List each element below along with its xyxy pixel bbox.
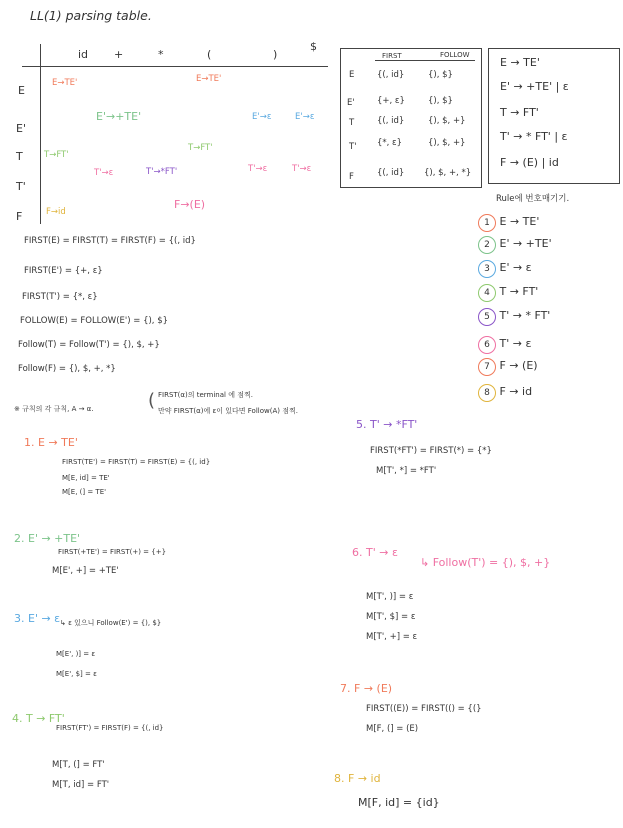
cell-F-id: F→id [46,207,66,217]
rule-number: 5 [478,308,496,326]
section-line: M[E', )] = ε [56,650,96,658]
section-line: M[E', +] = +TE' [52,566,119,576]
section-title: 5. T' → *FT' [356,418,418,431]
grammar-rule: T → FT' [500,106,539,119]
rule-item [478,358,538,376]
rule-number: 6 [478,336,496,354]
section-title: 2. E' → +TE' [14,532,81,545]
rule-number: 7 [478,358,496,376]
set-line: Follow(F) = {), $, +, *} [18,364,116,374]
cell-F-lparen: F→(E) [174,198,206,211]
section-line: FIRST((E)) = FIRST(() = {(} [366,704,482,714]
rule-item [478,284,538,302]
ff-first: {(, id} [377,70,405,80]
ff-head-follow: FOLLOW [440,51,470,59]
col-star: * [158,48,164,61]
set-line: FIRST(T') = {*, ε} [22,292,98,302]
ff-follow: {), $} [428,96,453,106]
section-line: M[E, id] = TE' [62,474,110,482]
rule-item [478,260,532,278]
section-line: M[F, (] = (E) [366,724,419,734]
rule-item [478,336,531,354]
cell-E-id: E→TE' [52,78,78,88]
rule-number: 2 [478,236,496,254]
rule-text: F → id [499,385,533,398]
cell-Tp-star: T'→*FT' [146,167,178,177]
page-title: LL(1) parsing table. [30,8,152,23]
note-brace: ( [148,390,156,411]
table-row-header-line [40,44,41,224]
section-line: M[E', $] = ε [56,670,97,678]
cell-T-lparen: T→FT' [188,143,213,153]
table-header-line [22,66,328,67]
rule-item [478,384,532,402]
section-line: FIRST(+TE') = FIRST(+) = {+} [58,548,167,556]
cell-Tp-plus: T'→ε [94,168,114,178]
set-line: Follow(T) = Follow(T') = {), $, +} [18,340,160,350]
rule-text: E' → +TE' [499,237,552,250]
col-end: $ [310,40,317,53]
section-line: ↳ ε 있으니 Follow(E') = {), $} [60,619,162,627]
section-line: M[F, id] = {id} [358,796,440,809]
section-sub: ↳ Follow(T') = {), $, +} [420,556,551,569]
section-title: 7. F → (E) [340,682,393,695]
ff-first: {(, id} [377,116,405,126]
ff-sym: E [349,70,355,80]
rule-item [478,236,552,254]
section-line: M[T, (] = FT' [52,760,105,770]
col-rparen: ) [273,48,278,61]
ff-follow: {), $} [428,70,453,80]
section-line: FIRST(FT') = FIRST(F) = {(, id} [56,724,164,732]
note-line1: FIRST(α)의 terminal 에 점찍. [158,391,253,399]
ff-sym: T [349,118,355,128]
rule-number: 1 [478,214,496,232]
ff-sym: E' [347,98,355,108]
section-title: 1. E → TE' [24,436,78,449]
row-E: E [18,84,25,97]
ff-first: {*, ε} [377,138,403,148]
section-title: 6. T' → ε [352,546,398,559]
rule-text: E → TE' [499,215,540,228]
row-F: F [16,210,23,223]
section-line: M[E, (] = TE' [62,488,107,496]
section-title: 3. E' → ε [14,612,61,625]
ff-sym: T' [349,142,357,152]
section-line: FIRST(*FT') = FIRST(*) = {*} [370,446,492,456]
section-line: M[T', $] = ε [366,612,416,622]
section-line: M[T', +] = ε [366,632,418,642]
note-line2: 만약 FIRST(α)에 ε이 있다면 Follow(A) 점찍. [158,407,298,415]
ff-first: {+, ε} [377,96,405,106]
set-line: FIRST(E') = {+, ε} [24,266,103,276]
cell-Ep-end: E'→ε [295,112,315,122]
col-lparen: ( [207,48,212,61]
ff-head-line [375,60,475,61]
rule-number: 4 [478,284,496,302]
cell-Tp-rparen: T'→ε [248,164,268,174]
grammar-rule: F → (E) | id [500,156,559,169]
cell-Ep-rparen: E'→ε [252,112,272,122]
col-id: id [78,48,89,61]
cell-Tp-end: T'→ε [292,164,312,174]
rule-text: F → (E) [499,359,538,372]
rule-number: 8 [478,384,496,402]
rule-item [478,308,550,326]
col-plus: + [114,48,124,61]
section-line: M[T', )] = ε [366,592,414,602]
grammar-rule: E' → +TE' | ε [500,80,569,93]
rule-text: T → FT' [499,285,539,298]
set-line: FIRST(E) = FIRST(T) = FIRST(F) = {(, id} [24,236,196,246]
ff-follow: {), $, +} [428,116,466,126]
ff-first: {(, id} [377,168,405,178]
rule-text: T' → ε [499,337,532,350]
cell-E-lparen: E→TE' [196,74,222,84]
grammar-rule: T' → * FT' | ε [500,130,568,143]
rule-item [478,214,539,232]
set-line: FOLLOW(E) = FOLLOW(E') = {), $} [20,316,169,326]
section-title: 8. F → id [334,772,381,785]
rules-title: Rule에 번호매기기. [496,194,570,204]
row-Ep: E' [16,122,26,135]
cell-T-id: T→FT' [44,150,69,160]
ff-sym: F [349,172,354,182]
rule-number: 3 [478,260,496,278]
row-Tp: T' [16,180,26,193]
rule-text: T' → * FT' [499,309,551,322]
ff-follow: {), $, +} [428,138,466,148]
note-star: ※ 규칙의 각 규칙, A → α. [14,405,94,413]
ff-follow: {), $, +, *} [424,168,472,178]
section-title: 4. T → FT' [12,712,65,725]
cell-Ep-plus: E'→+TE' [96,110,142,123]
grammar-rule: E → TE' [500,56,540,69]
row-T: T [16,150,23,163]
section-line: M[T', *] = *FT' [376,466,437,476]
rule-text: E' → ε [499,261,532,274]
section-line: M[T, id] = FT' [52,780,110,790]
section-line: FIRST(TE') = FIRST(T) = FIRST(E) = {(, id} [62,458,211,466]
ff-head-first: FIRST [382,52,402,60]
